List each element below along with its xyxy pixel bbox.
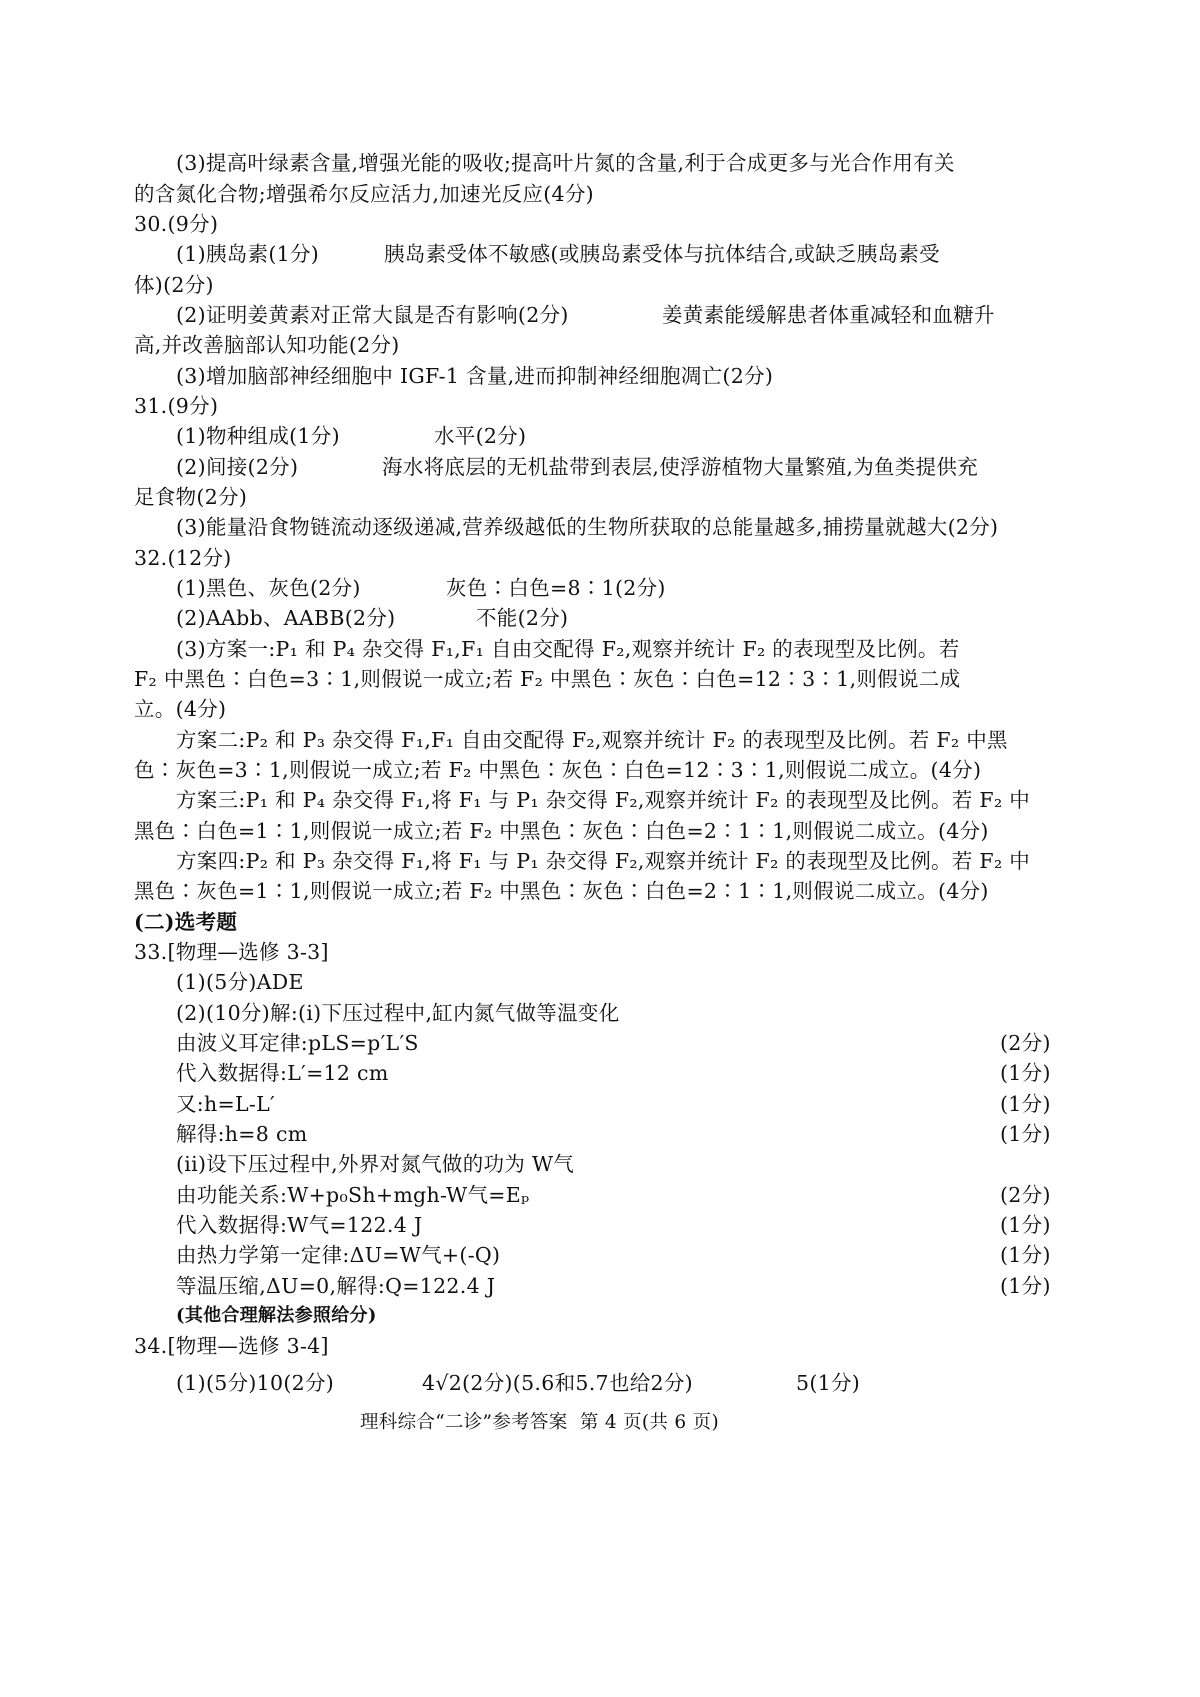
q32-part1 — [0, 573, 1200, 603]
step-text: 又:h=L-L′ — [176, 1092, 275, 1116]
question-number: 31.(9分) — [134, 394, 219, 418]
step-score: (1分) — [1000, 1092, 1051, 1116]
answer-text: (2)间接(2分) — [176, 455, 299, 479]
q29-part3-text: (3)提高叶绿素含量,增强光能的吸收;提高叶片氮的含量,利于合成更多与光合作用有关 — [176, 151, 955, 175]
q32-scheme4-line2 — [0, 876, 1200, 906]
answer-text: 不能(2分) — [476, 606, 569, 630]
question-number: 30.(9分) — [134, 212, 219, 236]
q33-header — [0, 937, 1200, 967]
q33-part1 — [0, 967, 1200, 997]
answer-text: 足食物(2分) — [134, 485, 248, 509]
q33-step — [0, 1089, 1200, 1119]
q31-part2-cont — [0, 482, 1200, 512]
answer-text: (1)胰岛素(1分) — [176, 242, 320, 266]
answer-text: (3)增加脑部神经细胞中 IGF-1 含量,进而抑制神经细胞凋亡(2分) — [176, 364, 774, 388]
page-footer — [0, 1408, 1200, 1438]
q33-step — [0, 1210, 1200, 1240]
q33-note — [0, 1301, 1200, 1331]
q31-part2 — [0, 452, 1200, 482]
section-title: (二)选考题 — [134, 910, 238, 934]
q33-part2 — [0, 998, 1200, 1028]
step-score: (1分) — [1000, 1213, 1051, 1237]
q32-header — [0, 543, 1200, 573]
q33-step — [0, 1028, 1200, 1058]
q32-part2 — [0, 603, 1200, 633]
question-number: 33.[物理—选修 3-3] — [134, 940, 329, 964]
answer-text: 4√2(2分)(5.6和5.7也给2分) — [422, 1371, 693, 1395]
q33-step — [0, 1119, 1200, 1149]
answer-text: (1)物种组成(1分) — [176, 424, 340, 448]
step-score: (2分) — [1000, 1183, 1051, 1207]
answer-text: 海水将底层的无机盐带到表层,使浮游植物大量繁殖,为鱼类提供充 — [382, 455, 979, 479]
q31-part1 — [0, 421, 1200, 451]
q34-header — [0, 1331, 1200, 1361]
answer-text: 黑色∶灰色=1∶1,则假说一成立;若 F₂ 中黑色∶灰色∶白色=2∶1∶1,则假说二成立。(4分) — [134, 879, 989, 903]
step-score: (1分) — [1000, 1061, 1051, 1085]
q32-scheme1-line1 — [0, 634, 1200, 664]
answer-text: (3)能量沿食物链流动逐级递减,营养级越低的生物所获取的总能量越多,捕捞量就越大(2分) — [176, 515, 999, 539]
q31-header — [0, 391, 1200, 421]
step-score: (2分) — [1000, 1031, 1051, 1055]
step-score: (1分) — [1000, 1243, 1051, 1267]
answer-text: (1)(5分)10(2分) — [176, 1371, 335, 1395]
answer-text: 胰岛素受体不敏感(或胰岛素受体与抗体结合,或缺乏胰岛素受 — [384, 242, 940, 266]
q30-part1 — [0, 239, 1200, 269]
answer-text: 方案二:P₂ 和 P₃ 杂交得 F₁,F₁ 自由交配得 F₂,观察并统计 F₂ 的表现型及比例。若 F₂ 中黑 — [176, 728, 1008, 752]
step-text: 代入数据得:W气=122.4 J — [176, 1213, 423, 1237]
question-number: 32.(12分) — [134, 546, 232, 570]
answer-text: 黑色∶白色=1∶1,则假说一成立;若 F₂ 中黑色∶灰色∶白色=2∶1∶1,则假说二成立。(4分) — [134, 819, 989, 843]
answer-text: 姜黄素能缓解患者体重减轻和血糖升 — [662, 303, 995, 327]
q33-step — [0, 1240, 1200, 1270]
question-number: 34.[物理—选修 3-4] — [134, 1334, 329, 1358]
answer-text: 水平(2分) — [434, 424, 527, 448]
q32-scheme2-line2 — [0, 755, 1200, 785]
answer-text: F₂ 中黑色∶白色=3∶1,则假说一成立;若 F₂ 中黑色∶灰色∶白色=12∶3∶1,则假说二成 — [134, 667, 961, 691]
answer-text: (ii)设下压过程中,外界对氮气做的功为 W气 — [176, 1152, 575, 1176]
page-number-label: 理科综合“二诊”参考答案 第 4 页(共 6 页) — [360, 1412, 719, 1433]
q30-part2 — [0, 300, 1200, 330]
step-score: (1分) — [1000, 1122, 1051, 1146]
q29-part3-text-cont: 的含氮化合物;增强希尔反应活力,加速光反应(4分) — [134, 182, 594, 206]
grading-note: (其他合理解法参照给分) — [176, 1305, 377, 1326]
q29-part3-line1 — [0, 148, 1200, 178]
answer-text: 灰色∶白色=8∶1(2分) — [446, 576, 666, 600]
q34-part1 — [0, 1368, 1200, 1398]
section-heading — [0, 907, 1200, 937]
step-text: 由热力学第一定律:ΔU=W气+(-Q) — [176, 1243, 501, 1267]
q32-scheme1-line2 — [0, 664, 1200, 694]
q32-scheme2-line1 — [0, 725, 1200, 755]
answer-text: 立。(4分) — [134, 697, 227, 721]
q33-step — [0, 1271, 1200, 1301]
answer-text: (1)(5分)ADE — [176, 970, 304, 994]
answer-text: (3)方案一:P₁ 和 P₄ 杂交得 F₁,F₁ 自由交配得 F₂,观察并统计 F₂ 的表现型及比例。若 — [176, 637, 960, 661]
q32-scheme3-line1 — [0, 785, 1200, 815]
q32-scheme3-line2 — [0, 816, 1200, 846]
step-text: 代入数据得:L′=12 cm — [176, 1061, 389, 1085]
step-text: 由功能关系:W+p₀Sh+mgh-W气=Eₚ — [176, 1183, 530, 1207]
q30-header — [0, 209, 1200, 239]
step-text: 等温压缩,ΔU=0,解得:Q=122.4 J — [176, 1274, 496, 1298]
q32-scheme1-line3 — [0, 694, 1200, 724]
q29-part3-line2 — [0, 179, 1200, 209]
step-text: 解得:h=8 cm — [176, 1122, 308, 1146]
answer-text: (2)(10分)解:(i)下压过程中,缸内氮气做等温变化 — [176, 1001, 620, 1025]
answer-text: 方案三:P₁ 和 P₄ 杂交得 F₁,将 F₁ 与 P₁ 杂交得 F₂,观察并统计 F₂ 的表现型及比例。若 F₂ 中 — [176, 788, 1031, 812]
answer-text: (2)AAbb、AABB(2分) — [176, 606, 396, 630]
answer-text: (1)黑色、灰色(2分) — [176, 576, 361, 600]
step-score: (1分) — [1000, 1274, 1051, 1298]
step-text: 由波义耳定律:pLS=p′L′S — [176, 1031, 419, 1055]
answer-text: 方案四:P₂ 和 P₃ 杂交得 F₁,将 F₁ 与 P₁ 杂交得 F₂,观察并统计 F₂ 的表现型及比例。若 F₂ 中 — [176, 849, 1031, 873]
q31-part3 — [0, 512, 1200, 542]
q33-step — [0, 1180, 1200, 1210]
answer-text: 高,并改善脑部认知功能(2分) — [134, 333, 400, 357]
answer-text: 5(1分) — [796, 1371, 861, 1395]
q30-part1-cont — [0, 270, 1200, 300]
answer-text: 色∶灰色=3∶1,则假说一成立;若 F₂ 中黑色∶灰色∶白色=12∶3∶1,则假说二成立。(4分) — [134, 758, 982, 782]
q32-scheme4-line1 — [0, 846, 1200, 876]
q33-step — [0, 1058, 1200, 1088]
answer-text: (2)证明姜黄素对正常大鼠是否有影响(2分) — [176, 303, 569, 327]
q33-part2-ii — [0, 1149, 1200, 1179]
answer-text: 体)(2分) — [134, 273, 214, 297]
q30-part2-cont — [0, 330, 1200, 360]
q30-part3 — [0, 361, 1200, 391]
